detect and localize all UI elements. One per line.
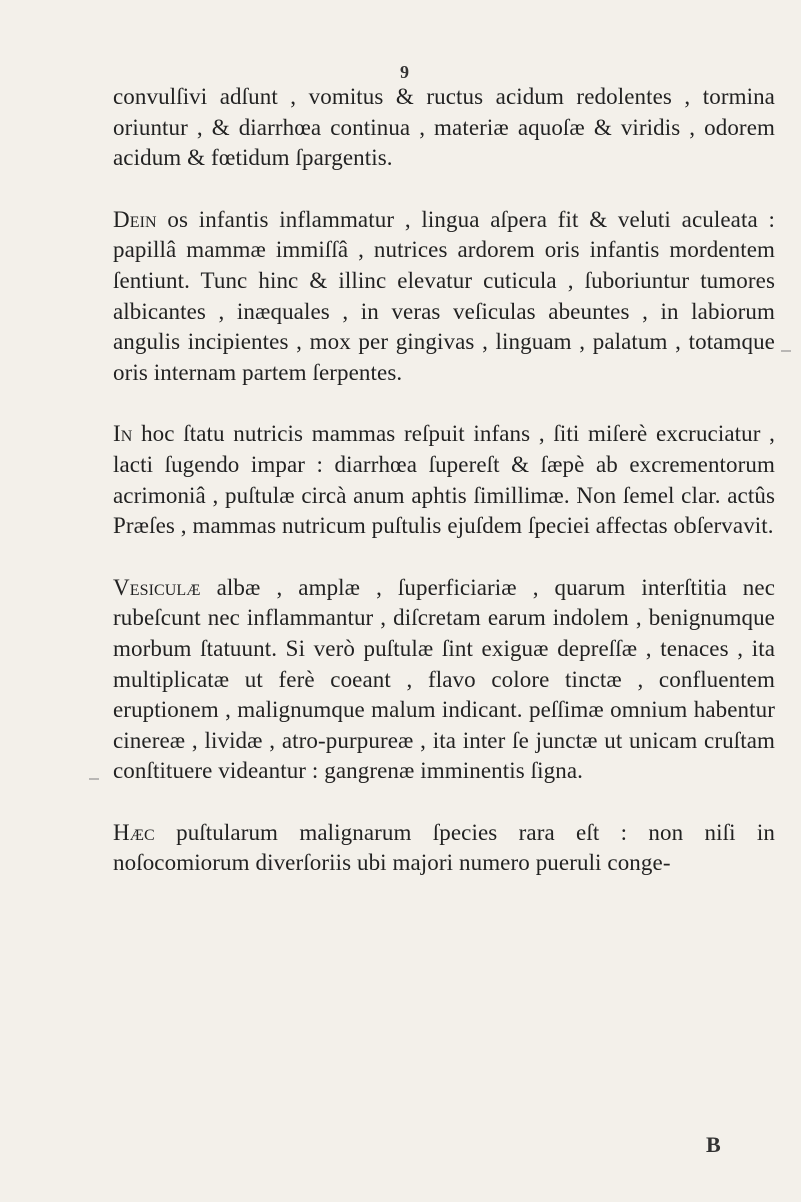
paragraph-text: os infantis inflammatur , lingua aſpera fit & veluti aculeata : papillâ mammæ immiſſâ , nutrices ardorem oris infantis mordentem ſentiunt. Tunc hinc & illinc elevatur cuticula , ſuboriuntur tumores albicantes , inæquales , in veras veſiculas abeuntes , in labiorum angulis incipientes , mox per gingivas , linguam , palatum , totamque oris internam partem ſerpentes. (113, 206, 775, 385)
paragraph-2 (113, 205, 775, 389)
paragraph-text: hoc ſtatu nutricis mammas reſpuit infans , ſiti miſerè excruciatur , lacti ſugendo impar : diarrhœa ſupereſt & ſæpè ab excrementorum acrimoniâ , puſtulæ circà anum aphtis ſimillimæ. Non ſemel clar. actûs Præſes , mammas nutricum puſtulis ejuſdem ſpeciei affectas obſervavit. (113, 421, 775, 539)
paragraph-3 (113, 419, 775, 541)
paragraph-lead: Vesiculæ (113, 574, 201, 600)
catchword: B (706, 1132, 721, 1157)
paragraph-lead: In (113, 421, 133, 447)
paragraph-text: puſtularum malignarum ſpecies rara eſt : non niſi in noſocomiorum diverſoriis ubi majori numero pueruli conge- (113, 819, 775, 876)
paragraph-text: albæ , amplæ , ſuperficiariæ , quarum interſtitia nec rubeſcunt nec inflammantur , diſcretam earum indolem , benignumque morbum ſtatuunt. Si verò puſtulæ ſint exiguæ depreſſæ , tenaces , ita multiplicatæ ut ferè coeant , flavo colore tinctæ , confluentem eruptionem , malignumque malum indicant. peſſimæ omnium habentur cinereæ , lividæ , atro-purpureæ , ita inter ſe junctæ ut unicam cruſtam conſtituere videantur : gangrenæ imminentis ſigna. (113, 574, 775, 784)
margin-speck (781, 350, 791, 352)
page-mark: 9 (400, 62, 409, 82)
paragraph-lead: Dein (113, 206, 157, 232)
paragraph-4 (113, 573, 775, 787)
paragraph-text: convulſivi adſunt , vomitus & ructus acidum redolentes , tormina oriuntur , & diarrhœa continua , materiæ aquoſæ & viridis , odorem acidum & fœtidum ſpargentis. (113, 84, 775, 171)
margin-speck (89, 778, 99, 780)
paragraph-1 (113, 82, 775, 174)
body-text (113, 82, 775, 910)
paragraph-lead: Hæc (113, 819, 155, 845)
paragraph-5 (113, 818, 775, 879)
